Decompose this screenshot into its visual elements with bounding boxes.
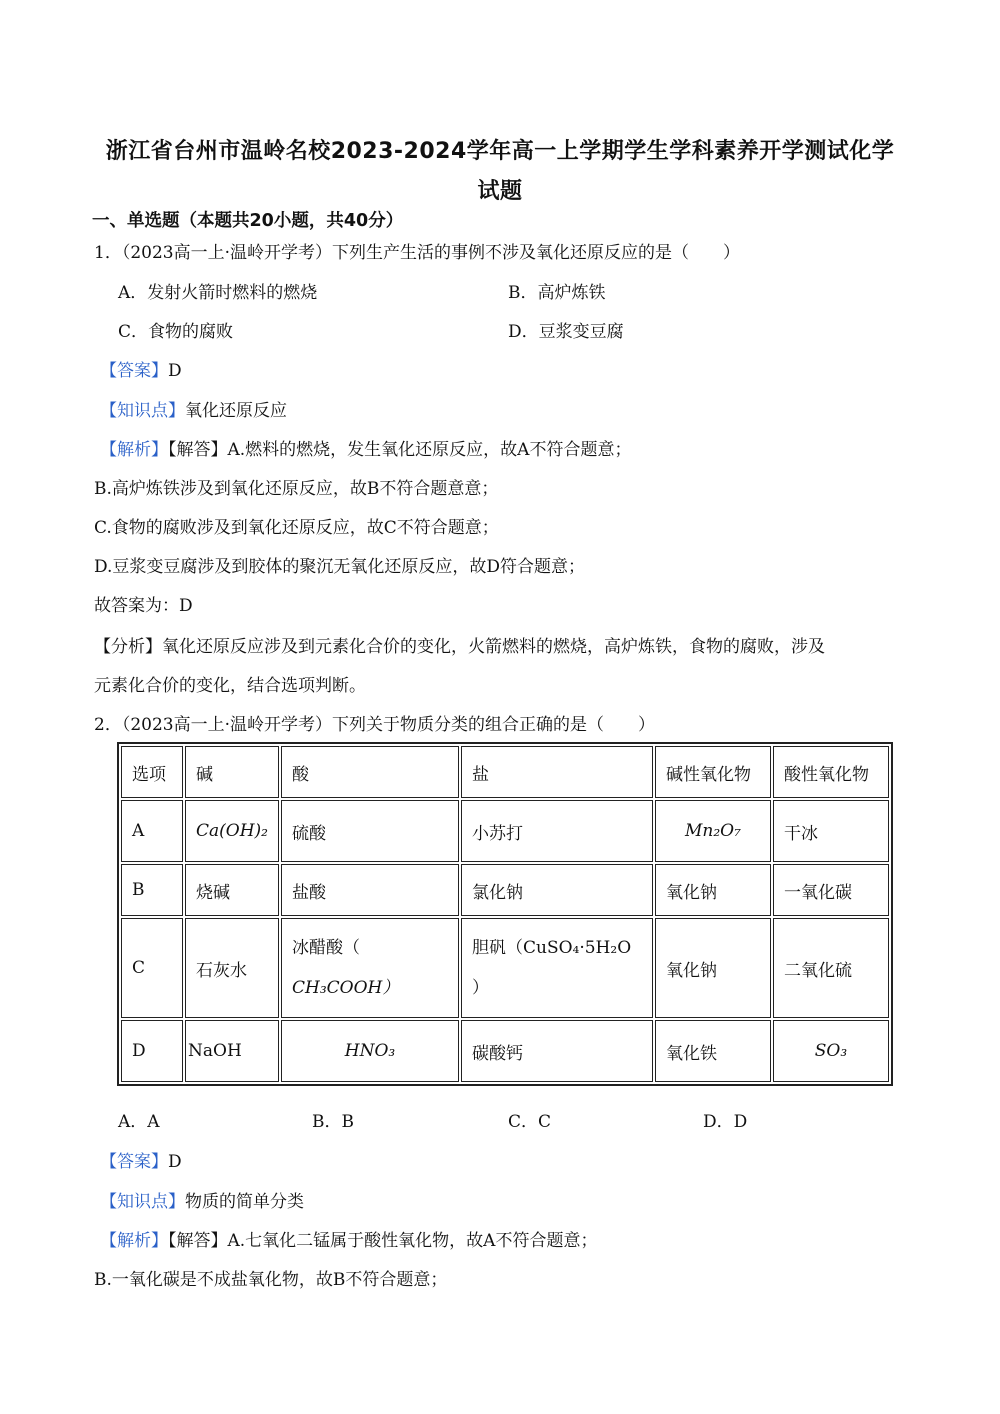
q2-analysis-first: 【解答】A.七氧化二锰属于酸性氧化物，故A不符合题意； (168, 1231, 598, 1251)
q1-kp-value: 氧化还原反应 (185, 401, 287, 421)
header-base: 碱 (185, 746, 279, 798)
table-row (121, 864, 889, 916)
q2-analysis (100, 1229, 597, 1253)
q1-answer-value: D (168, 361, 182, 381)
row-c-acid-line-1: 冰醋酸（ (291, 938, 360, 958)
row-b-basic-oxide: 氧化钠 (655, 864, 771, 916)
q2-kp-tag: 【知识点】 (100, 1192, 185, 1212)
row-c-basic-oxide: 氧化钠 (655, 918, 771, 1018)
q1-answer-tag: 【答案】 (100, 361, 168, 381)
q1-fenxi-line-1: 【分析】氧化还原反应涉及到元素化合价的变化，火箭燃料的燃烧，高炉炼铁，食物的腐败，涉及 (94, 637, 825, 657)
header-salt: 盐 (461, 746, 653, 798)
row-c-acid-line-2: CH₃COOH） (291, 978, 400, 998)
q1-final-answer: 故答案为：D (94, 596, 193, 616)
q1-option-b: B．高炉炼铁 (508, 283, 606, 303)
row-a-option: A (121, 800, 183, 862)
q2-kp-value: 物质的简单分类 (185, 1192, 304, 1212)
row-d-base: NaOH (185, 1020, 279, 1082)
row-b-acidic-oxide: 一氧化碳 (773, 864, 889, 916)
q1-analysis-tag: 【解析】 (100, 440, 168, 460)
q1-option-d: D．豆浆变豆腐 (508, 322, 624, 342)
row-b-salt: 氯化钠 (461, 864, 653, 916)
q1-analysis-line-b: B.高炉炼铁涉及到氧化还原反应，故B不符合题意意； (94, 479, 499, 499)
row-d-salt: 碳酸钙 (461, 1020, 653, 1082)
q2-analysis-tag: 【解析】 (100, 1231, 168, 1251)
row-c-salt (461, 918, 653, 1018)
row-d-basic-oxide: 氧化铁 (655, 1020, 771, 1082)
document-title (90, 132, 910, 212)
classification-table (117, 742, 893, 1086)
q1-analysis-line-c: C.食物的腐败涉及到氧化还原反应，故C不符合题意； (94, 518, 499, 538)
section-heading: 一、单选题（本题共20小题，共40分） (92, 211, 404, 231)
q2-answer-value: D (168, 1152, 182, 1172)
q1-analysis-first: 【解答】A.燃料的燃烧，发生氧化还原反应，故A不符合题意； (168, 440, 632, 460)
q1-option-a: A．发射火箭时燃料的燃烧 (118, 283, 318, 303)
row-b-base: 烧碱 (185, 864, 279, 916)
q1-analysis-line-d: D.豆浆变豆腐涉及到胶体的聚沉无氧化还原反应，故D符合题意； (94, 557, 586, 577)
row-c-base: 石灰水 (185, 918, 279, 1018)
table-header-row (121, 746, 889, 798)
row-c-acidic-oxide: 二氧化硫 (773, 918, 889, 1018)
table-row (121, 800, 889, 862)
q2-stem: 2．（2023高一上·温岭开学考）下列关于物质分类的组合正确的是（ ） (94, 715, 655, 735)
row-c-acid (281, 918, 459, 1018)
table-row (121, 1020, 889, 1082)
row-b-option: B (121, 864, 183, 916)
row-c-salt-line-2: ） (471, 978, 489, 998)
q2-answer-tag: 【答案】 (100, 1152, 168, 1172)
row-a-base: Ca(OH)₂ (185, 800, 279, 862)
row-c-salt-line-1: 胆矾（CuSO₄·5H₂O (471, 938, 632, 958)
q2-option-b: B．B (312, 1112, 354, 1132)
header-option: 选项 (121, 746, 183, 798)
q1-knowledge-point (100, 399, 287, 423)
row-c-option: C (121, 918, 183, 1018)
row-d-acidic-oxide: SO₃ (773, 1020, 889, 1082)
q2-option-d: D．D (703, 1112, 748, 1132)
table-row (121, 918, 889, 1018)
q1-kp-tag: 【知识点】 (100, 401, 185, 421)
q1-answer (100, 359, 182, 383)
q1-fenxi-line-2: 元素化合价的变化，结合选项判断。 (94, 676, 366, 696)
q2-knowledge-point (100, 1190, 304, 1214)
q2-option-a: A．A (118, 1112, 160, 1132)
row-b-acid: 盐酸 (281, 864, 459, 916)
q2-analysis-line-b: B.一氧化碳是不成盐氧化物，故B不符合题意； (94, 1270, 448, 1290)
row-a-acidic-oxide: 干冰 (773, 800, 889, 862)
header-basic-oxide: 碱性氧化物 (655, 746, 771, 798)
row-d-acid: HNO₃ (281, 1020, 459, 1082)
title-line-2: 试题 (477, 179, 523, 204)
q1-analysis (100, 438, 631, 462)
q1-stem: 1．（2023高一上·温岭开学考）下列生产生活的事例不涉及氧化还原反应的是（ ） (94, 243, 740, 263)
row-a-acid: 硫酸 (281, 800, 459, 862)
title-line-1: 浙江省台州市温岭名校2023-2024学年高一上学期学生学科素养开学测试化学 (105, 139, 895, 164)
q1-option-c: C．食物的腐败 (118, 322, 234, 342)
row-d-option: D (121, 1020, 183, 1082)
q2-option-c: C．C (508, 1112, 552, 1132)
row-a-basic-oxide: Mn₂O₇ (655, 800, 771, 862)
row-a-salt: 小苏打 (461, 800, 653, 862)
header-acidic-oxide: 酸性氧化物 (773, 746, 889, 798)
q2-answer (100, 1150, 182, 1174)
header-acid: 酸 (281, 746, 459, 798)
